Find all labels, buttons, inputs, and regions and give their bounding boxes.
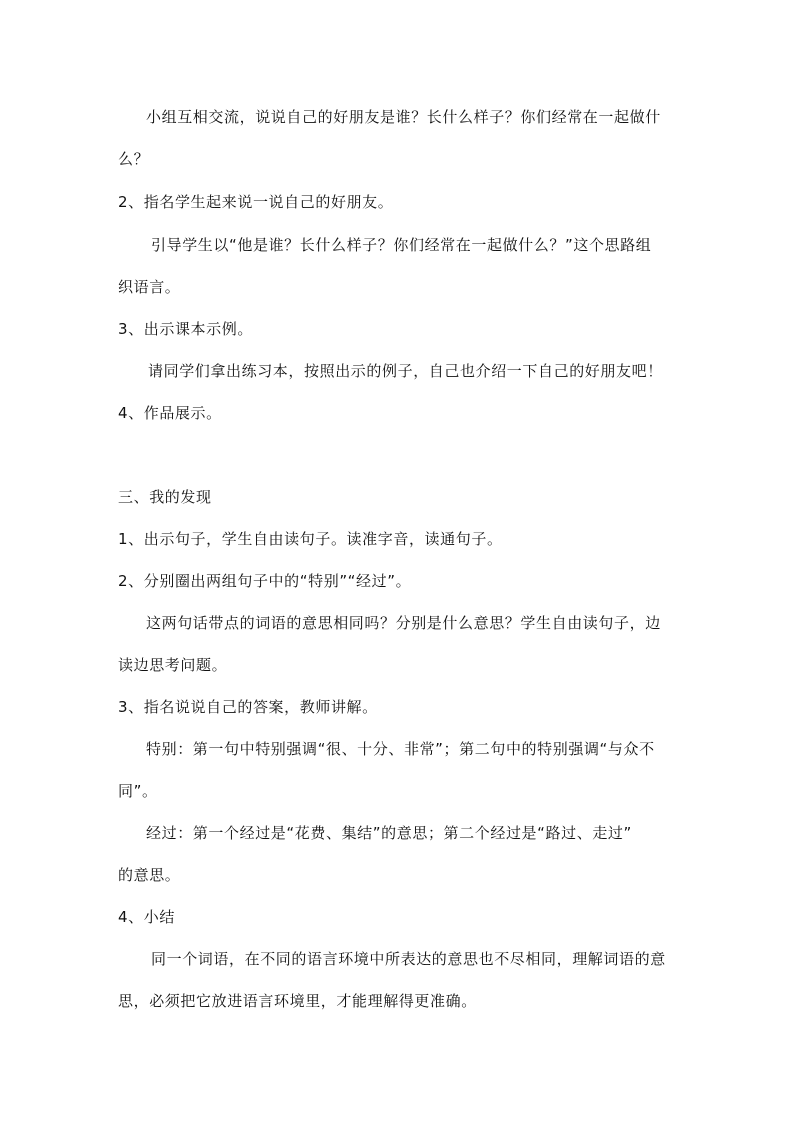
text-line: 2、指名学生起来说一说自己的好朋友。 (118, 193, 394, 211)
text-line: 同”。 (118, 782, 158, 800)
text-line: 请同学们拿出练习本，按照出示的例子，自己也介绍一下自己的好朋友吧！ (148, 362, 663, 380)
text-line: 么？ (118, 150, 150, 168)
text-line: 3、指名说说自己的答案，教师讲解。 (118, 698, 378, 716)
text-line: 同一个词语，在不同的语言环境中所表达的意思也不尽相同，理解词语的意 (151, 950, 666, 968)
text-line: 的意思。 (118, 866, 181, 884)
text-line: 读边思考问题。 (118, 656, 228, 674)
text-line: 1、出示句子，学生自由读句子。读准字音，读通句子。 (118, 530, 503, 548)
text-line: 小组互相交流，说说自己的好朋友是谁？长什么样子？你们经常在一起做什 (146, 108, 661, 126)
text-line: 4、小结 (118, 908, 175, 926)
text-line: 2、分别圈出两组句子中的“特别”“经过”。 (118, 572, 412, 590)
text-line: 经过：第一个经过是“花费、集结”的意思；第二个经过是“路过、走过” (146, 824, 632, 842)
text-line: 3、出示课本示例。 (118, 320, 253, 338)
text-line: 4、作品展示。 (118, 404, 222, 422)
text-line: 这两句话带点的词语的意思相同吗？分别是什么意思？学生自由读句子，边 (146, 614, 661, 632)
text-line: 思，必须把它放进语言环境里，才能理解得更准确。 (118, 992, 477, 1010)
section-heading: 三、我的发现 (118, 488, 212, 506)
text-line: 特别：第一句中特别强调“很、十分、非常”；第二句中的特别强调“与众不 (146, 740, 655, 758)
text-line: 织语言。 (118, 278, 181, 296)
text-line: 引导学生以“他是谁？长什么样子？你们经常在一起做什么？”这个思路组 (151, 236, 652, 254)
